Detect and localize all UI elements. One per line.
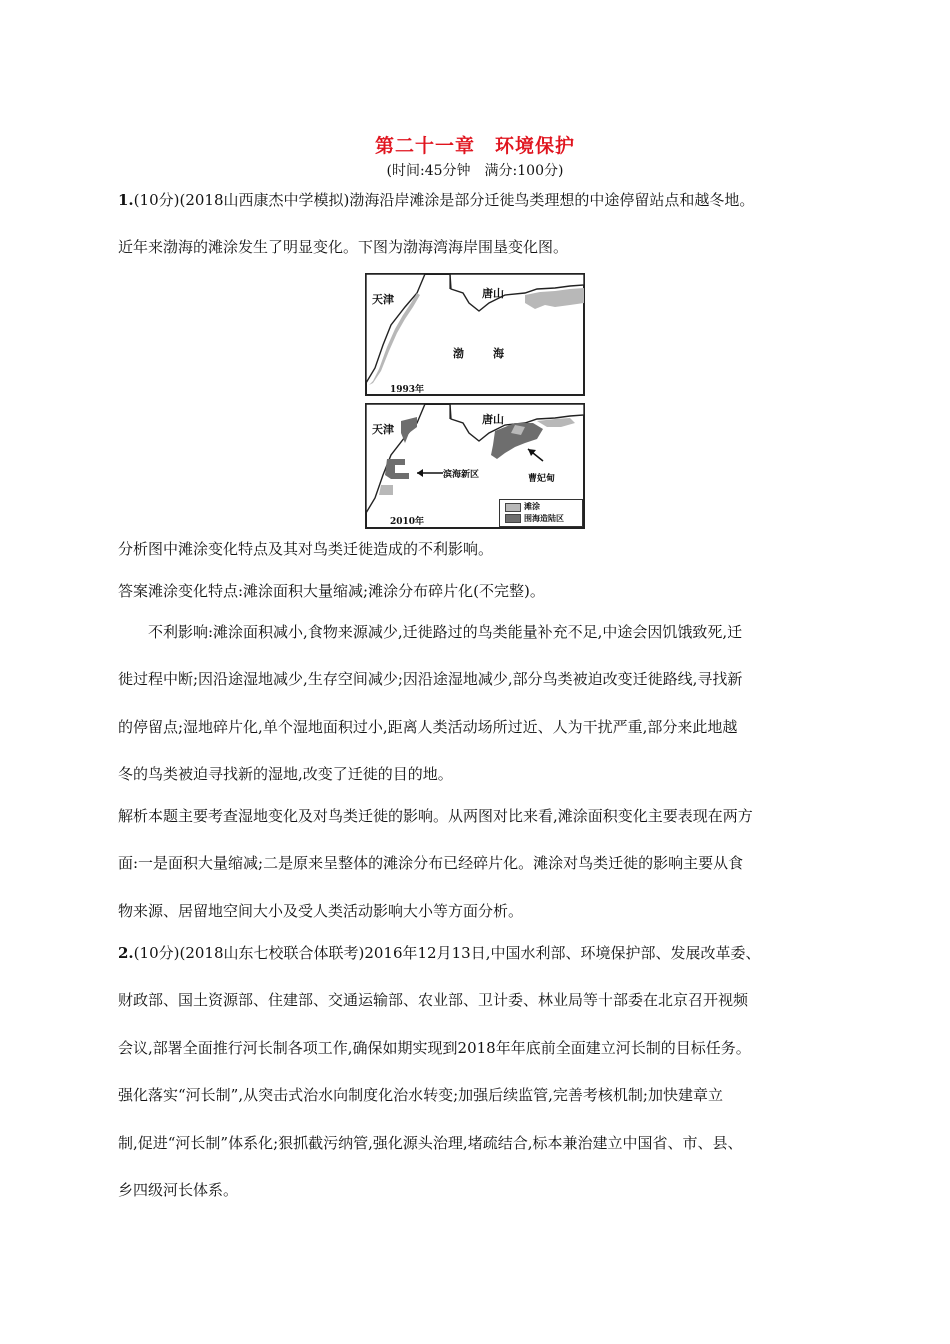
q1-answer-summary: 答案滩涂变化特点:滩涂面积大量缩减;滩涂分布碎片化(不完整)。	[118, 582, 545, 600]
q2-line-4: 强化落实“河长制”,从突击式治水向制度化治水转变;加强后续监管,完善考核机制;加快建章立	[118, 1086, 723, 1104]
label-binhai: 滨海新区	[443, 470, 480, 480]
legend-swatch-reclaim	[505, 514, 521, 523]
q1-analysis-line-2: 面:一是面积大量缩减;二是原来呈整体的滩涂分布已经碎片化。滩涂对鸟类迁徙的影响主要从食	[118, 854, 744, 872]
legend-swatch-tidal	[505, 503, 521, 512]
q1-analysis-line-3: 物来源、居留地空间大小及受人类活动影响大小等方面分析。	[118, 902, 524, 920]
label-tangshan-1993: 唐山	[482, 287, 504, 300]
q2-line-2: 财政部、国土资源部、住建部、交通运输部、农业部、卫计委、林业局等十部委在北京召开视频	[118, 991, 749, 1009]
legend-reclaim: 围海造陆区	[524, 513, 564, 523]
map-2010	[365, 403, 585, 529]
label-hai: 海	[493, 347, 504, 360]
chapter-title: 第二十一章 环境保护	[374, 135, 575, 157]
map-1993	[365, 273, 585, 396]
q1-answer-line-2: 徙过程中断;因沿途湿地减少,生存空间减少;因沿途湿地减少,部分鸟类被迫改变迁徙路线,寻找新	[118, 670, 743, 688]
q2-line-6: 乡四级河长体系。	[118, 1181, 239, 1199]
q2-number: 2.	[118, 944, 134, 962]
label-year-2010: 2010年	[390, 517, 425, 527]
q1-answer-line-3: 的停留点;湿地碎片化,单个湿地面积过小,距离人类活动场所过近、人为干扰严重,部分来此地越	[118, 718, 738, 736]
q1-answer-line-1: 不利影响:滩涂面积减小,食物来源减少,迁徙路过的鸟类能量补充不足,中途会因饥饿致死,迁	[148, 623, 743, 641]
label-year-1993: 1993年	[390, 385, 425, 395]
q1-line-2: 近年来渤海的滩涂发生了明显变化。下图为渤海湾海岸围垦变化图。	[118, 238, 569, 256]
q1-line-1: 1.(10分)(2018山西康杰中学模拟)渤海沿岸滩涂是部分迁徙鸟类理想的中途停留站点和越冬地。	[118, 191, 755, 209]
q1-answer-line-4: 冬的鸟类被迫寻找新的湿地,改变了迁徙的目的地。	[118, 765, 453, 783]
q1-question: 分析图中滩涂变化特点及其对鸟类迁徙造成的不利影响。	[118, 540, 494, 558]
q2-line-1: 2.(10分)(2018山东七校联合体联考)2016年12月13日,中国水利部、环境保护部、发展改革委、	[118, 944, 761, 962]
label-tianjin-2010: 天津	[372, 423, 394, 436]
q1-analysis-line-1: 解析本题主要考查湿地变化及对鸟类迁徙的影响。从两图对比来看,滩涂面积变化主要表现在两方	[118, 807, 753, 825]
q2-line-5: 制,促进“河长制”体系化;狠抓截污纳管,强化源头治理,堵疏结合,标本兼治建立中国省、市、县、	[118, 1134, 743, 1152]
label-bo: 渤	[453, 347, 464, 360]
map-1993-graphic	[365, 273, 585, 396]
map-legend	[499, 499, 583, 527]
legend-tidal: 滩涂	[524, 501, 540, 511]
chapter-subtitle: (时间:45分钟 满分:100分)	[386, 163, 564, 179]
q2-line-3: 会议,部署全面推行河长制各项工作,确保如期实现到2018年年底前全面建立河长制的目标任务。	[118, 1039, 751, 1057]
label-tangshan-2010: 唐山	[482, 413, 504, 426]
label-caofeidian: 曹妃甸	[528, 474, 556, 484]
label-tianjin-1993: 天津	[372, 293, 394, 306]
q1-number: 1.	[118, 191, 134, 209]
